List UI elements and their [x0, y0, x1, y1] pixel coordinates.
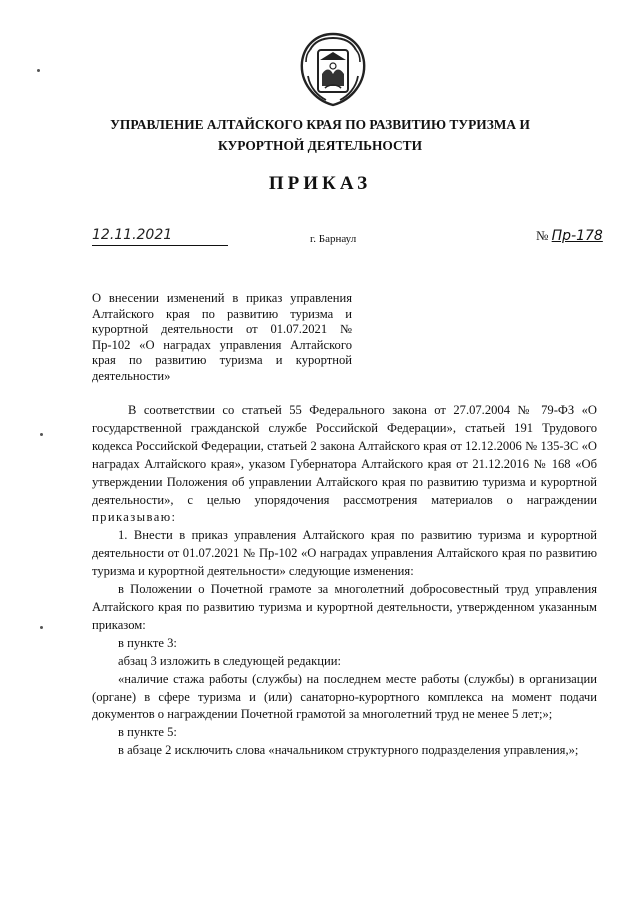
- document-date: 12.11.2021: [92, 227, 228, 246]
- point-3-paragraph: в пункте 3:: [118, 635, 177, 650]
- organization-name: УПРАВЛЕНИЕ АЛТАЙСКОГО КРАЯ ПО РАЗВИТИЮ ТУРИЗМА И КУРОРТНОЙ ДЕЯТЕЛЬНОСТИ: [110, 117, 530, 153]
- subject-text: О внесении изменений в приказ управления Алтайского края по развитию туризма и курортной деятельности от 01.07.2021 № Пр-102 «О наградах управления Алтайского края по развитию туризма и курортной деятельности»: [92, 291, 352, 383]
- preamble-paragraph: [92, 402, 597, 527]
- scan-speck: [40, 626, 43, 629]
- number-prefix: №: [536, 228, 549, 243]
- document-title: ПРИКАЗ: [268, 173, 372, 194]
- scan-speck: [40, 433, 43, 436]
- document-body: [92, 402, 597, 760]
- point-5-paragraph: в пункте 5:: [118, 725, 177, 740]
- document-subject: [92, 291, 352, 384]
- order-word: приказываю:: [92, 510, 177, 525]
- paragraph-5-edit: в абзаце 2 исключить слова «начальником структурного подразделения управления,»;: [118, 743, 579, 758]
- paragraph-3-edit: абзац 3 изложить в следующей редакции:: [118, 653, 341, 668]
- preamble-text: В соответствии со статьей 55 Федерального закона от 27.07.2004 № 79-ФЗ «О государственной гражданской службе Российской Федерации», статьей 191 Трудового кодекса Российской Федерации, статьей 2 закона Алтайского края от 12.12.2006 № 135-ЗС «О наградах Алтайского края», указом Губернатора Алтайского края от 21.12.2016 № 168 «Об утверждении Положения об управлении Алтайского края по развитию туризма и курортной деятельности», с целью упорядочения рассмотрения материалов о награждении: [92, 403, 597, 507]
- altai-coat-of-arms-icon: [296, 30, 370, 108]
- regulation-paragraph: в Положении о Почетной грамоте за многолетний добросовестный труд управления Алтайского края по развитию туризма и курортной деятельности, утвержденном указанным приказом:: [92, 582, 597, 632]
- quote-paragraph: «наличие стажа работы (службы) на последнем месте работы (службы) в организации (органе) в сфере туризма и (или) санаторно-курортного комплекса на момент подачи документов о награждении Почетной грамотой за многолетний труд не менее 5 лет;»;: [92, 671, 597, 722]
- item-1-paragraph: 1. Внести в приказ управления Алтайского края по развитию туризма и курортной деятельности от 01.07.2021 № Пр-102 «О наградах управления Алтайского края по развитию туризма и курортной деятельности» следующие изменения:: [92, 528, 597, 579]
- document-number: [536, 228, 603, 244]
- scan-speck: [37, 69, 40, 72]
- number-value: Пр-178: [551, 228, 603, 244]
- document-city: г. Барнаул: [310, 233, 357, 245]
